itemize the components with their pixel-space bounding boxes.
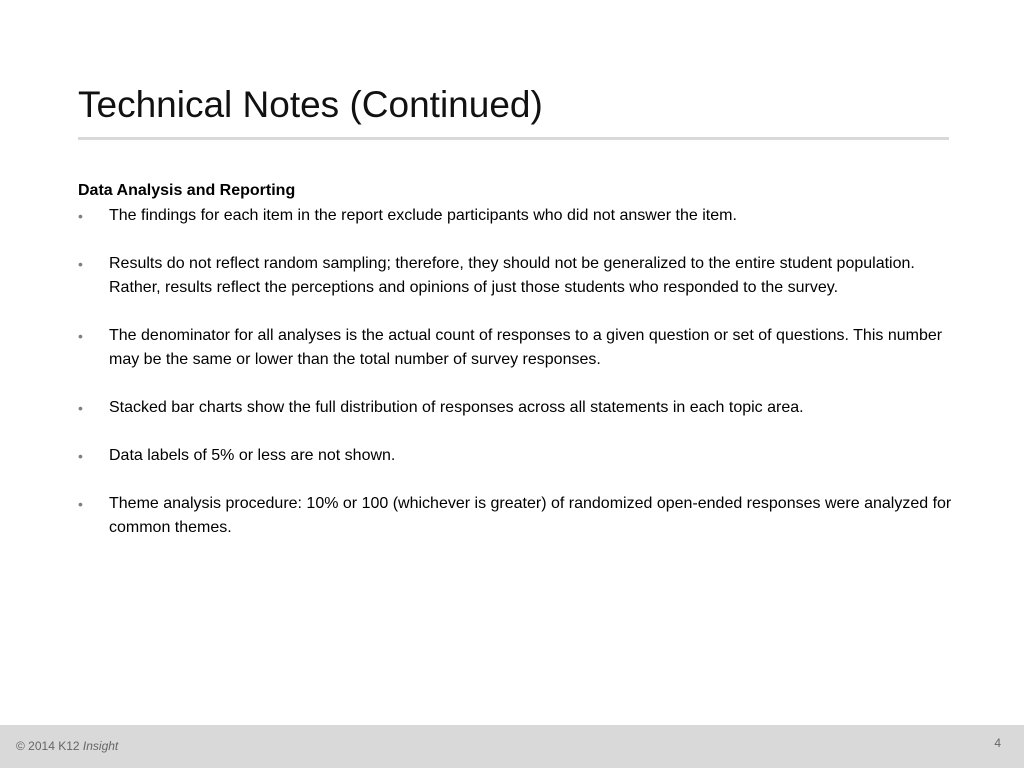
title-divider — [78, 137, 949, 140]
bullet-item-4 — [78, 396, 958, 420]
copyright-notice — [16, 739, 118, 753]
bullet-text: Results do not reflect random sampling; therefore, they should not be generalized to the entire student population. Rather, results reflect the perceptions and opinions of just those students who responded to the survey. — [109, 255, 915, 296]
page-number: 4 — [994, 736, 1001, 750]
bullet-dot-icon: • — [78, 256, 83, 272]
section-heading: Data Analysis and Reporting — [78, 182, 296, 199]
bullet-text: Data labels of 5% or less are not shown. — [109, 447, 396, 464]
bullet-item-2 — [78, 252, 958, 300]
bullet-item-6 — [78, 492, 958, 540]
bullet-list — [78, 204, 958, 540]
bullet-dot-icon: • — [78, 448, 83, 464]
bullet-item-1 — [78, 204, 958, 228]
slide-title: Technical Notes (Continued) — [78, 84, 543, 125]
bullet-text: Theme analysis procedure: 10% or 100 (whichever is greater) of randomized open-ended responses were analyzed for common themes. — [109, 495, 952, 536]
bullet-dot-icon: • — [78, 208, 83, 224]
slide-footer — [0, 725, 1024, 768]
bullet-dot-icon: • — [78, 400, 83, 416]
bullet-text: The findings for each item in the report exclude participants who did not answer the item. — [109, 207, 737, 224]
bullet-item-5 — [78, 444, 958, 468]
bullet-item-3 — [78, 324, 958, 372]
bullet-dot-icon: • — [78, 496, 83, 512]
slide-content — [78, 180, 958, 564]
copyright-brand: Insight — [82, 739, 119, 753]
copyright-prefix: © 2014 K12 — [16, 739, 80, 753]
bullet-dot-icon: • — [78, 328, 83, 344]
bullet-text: The denominator for all analyses is the actual count of responses to a given question or set of questions. This number may be the same or lower than the total number of survey responses. — [109, 327, 943, 368]
bullet-text: Stacked bar charts show the full distribution of responses across all statements in each topic area. — [109, 399, 804, 416]
